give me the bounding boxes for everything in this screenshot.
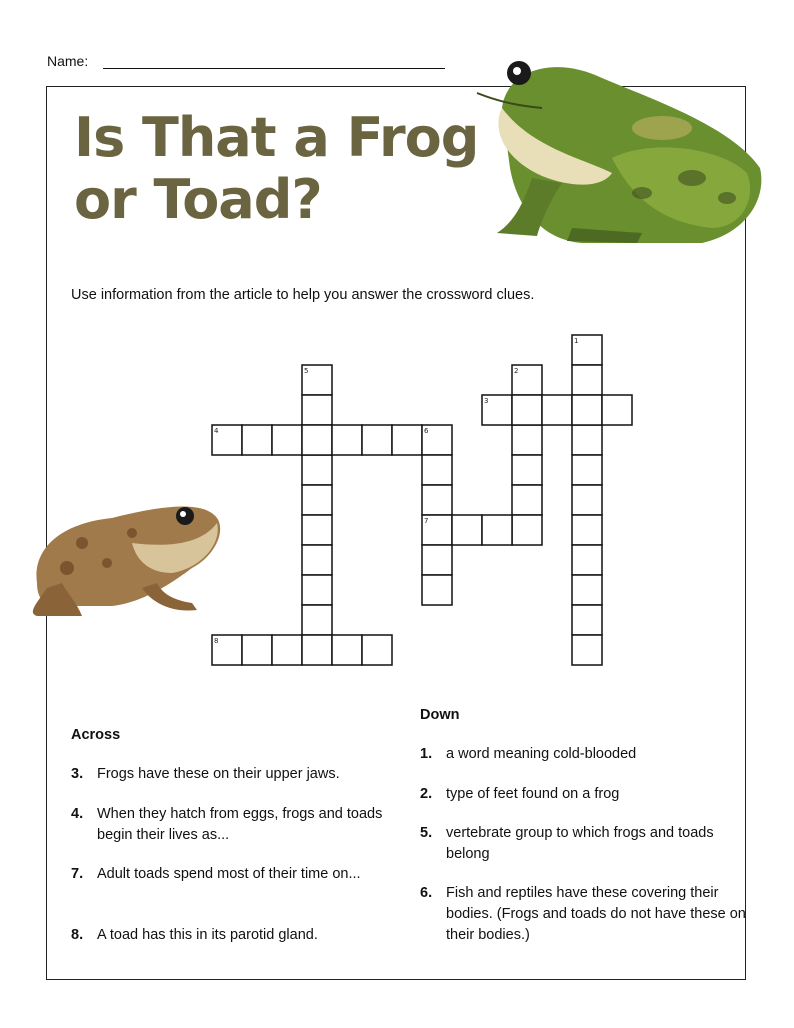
crossword-cell[interactable] <box>242 635 272 665</box>
crossword-cell[interactable] <box>302 635 332 665</box>
crossword-cell[interactable] <box>512 395 542 425</box>
crossword-cell[interactable] <box>272 635 302 665</box>
clue-number: 1. <box>420 746 433 762</box>
crossword-cell[interactable] <box>392 425 422 455</box>
crossword-cell[interactable] <box>332 635 362 665</box>
crossword-cell[interactable] <box>302 485 332 515</box>
crossword-cell[interactable] <box>602 395 632 425</box>
clue-text: type of feet found on a frog <box>446 786 620 802</box>
crossword-cell[interactable] <box>302 575 332 605</box>
cell-number: 6 <box>424 427 429 435</box>
across-heading: Across <box>71 727 121 743</box>
crossword-cell[interactable] <box>422 575 452 605</box>
crossword-cell[interactable] <box>362 425 392 455</box>
cell-number: 1 <box>574 337 579 345</box>
clue-text: A toad has this in its parotid gland. <box>97 927 318 943</box>
crossword-cell[interactable] <box>332 425 362 455</box>
cell-number: 2 <box>514 367 519 375</box>
instructions-text: Use information from the article to help you answer the crossword clues. <box>71 287 535 303</box>
crossword-cell[interactable] <box>542 395 572 425</box>
clue-number: 2. <box>420 786 433 802</box>
name-label: Name: <box>47 53 89 69</box>
crossword-cell[interactable] <box>572 575 602 605</box>
crossword-cell[interactable] <box>302 395 332 425</box>
crossword-cell[interactable] <box>482 515 512 545</box>
crossword-cell[interactable] <box>302 425 332 455</box>
crossword-cell[interactable] <box>572 605 602 635</box>
clue-number: 8. <box>71 927 84 943</box>
cell-number: 8 <box>214 637 219 645</box>
clue-number: 6. <box>420 885 433 901</box>
crossword-cell[interactable] <box>272 425 302 455</box>
title-line-2: or Toad? <box>74 168 322 231</box>
crossword-cell[interactable] <box>452 515 482 545</box>
cell-number: 5 <box>304 367 309 375</box>
cell-number: 7 <box>424 517 429 525</box>
crossword-cell[interactable] <box>572 365 602 395</box>
crossword-cell[interactable] <box>302 605 332 635</box>
cell-number: 4 <box>214 427 219 435</box>
clue-number: 4. <box>71 806 84 822</box>
crossword-cell[interactable] <box>572 545 602 575</box>
crossword-cell[interactable] <box>242 425 272 455</box>
crossword-cell[interactable] <box>512 425 542 455</box>
crossword-cell[interactable] <box>572 515 602 545</box>
crossword-cell[interactable] <box>422 545 452 575</box>
crossword-cell[interactable] <box>422 455 452 485</box>
crossword-cell[interactable] <box>512 455 542 485</box>
clue-text: vertebrate group to which frogs and toads belong <box>446 825 714 862</box>
clue-text: When they hatch from eggs, frogs and toads begin their lives as... <box>97 806 383 843</box>
crossword-cell[interactable] <box>362 635 392 665</box>
crossword-cell[interactable] <box>302 545 332 575</box>
clue-text: a word meaning cold-blooded <box>446 746 637 762</box>
clue-number: 5. <box>420 825 433 841</box>
clue-text: Fish and reptiles have these covering their bodies. (Frogs and toads do not have these on their bodies.) <box>446 885 746 943</box>
crossword-cell[interactable] <box>512 485 542 515</box>
crossword-cell[interactable] <box>572 485 602 515</box>
crossword-cell[interactable] <box>302 455 332 485</box>
crossword-cell[interactable] <box>572 395 602 425</box>
crossword-cell[interactable] <box>302 515 332 545</box>
title-line-1: Is That a Frog <box>74 106 479 169</box>
cell-number: 3 <box>484 397 489 405</box>
clue-text: Adult toads spend most of their time on... <box>97 866 361 882</box>
crossword-cell[interactable] <box>512 515 542 545</box>
clue-number: 7. <box>71 866 84 882</box>
down-heading: Down <box>420 707 460 723</box>
crossword-cell[interactable] <box>422 485 452 515</box>
crossword-cell[interactable] <box>572 425 602 455</box>
crossword-cell[interactable] <box>572 635 602 665</box>
clue-number: 3. <box>71 766 84 782</box>
clue-text: Frogs have these on their upper jaws. <box>97 766 340 782</box>
crossword-cell[interactable] <box>572 455 602 485</box>
